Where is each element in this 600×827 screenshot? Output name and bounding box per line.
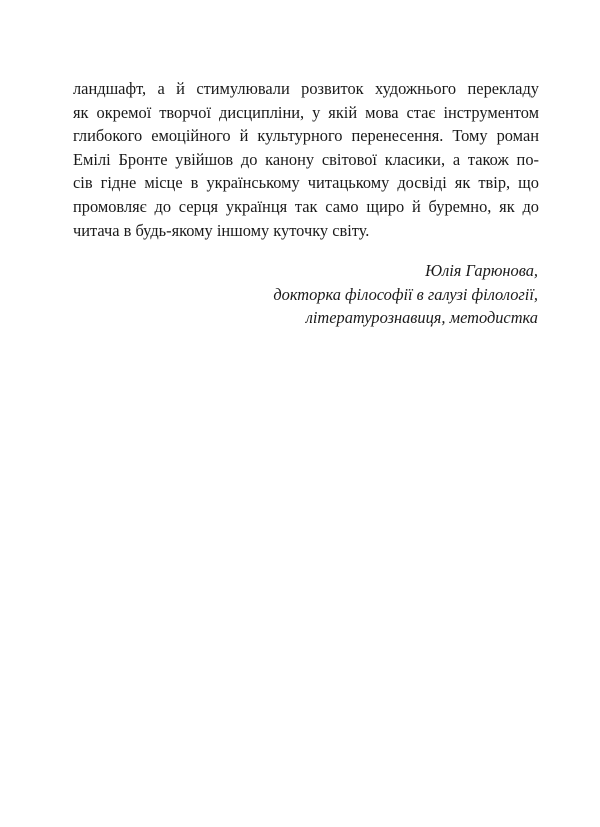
paragraph-line: Емілі Бронте увійшов до канону світової класики, а також по-: [73, 149, 539, 169]
body-paragraph: [73, 77, 539, 242]
author-name: Юлія Гарюнова,: [425, 261, 538, 280]
author-profession: літературознавиця, методистка: [305, 308, 538, 328]
paragraph-line: як окремої творчої дисципліни, у якій мова стає інструментом: [73, 102, 539, 122]
author-degree: докторка філософії в галузі філології,: [273, 284, 538, 304]
paragraph-line: ландшафт, а й стимулювали розвиток художнього перекладу: [73, 79, 539, 98]
paragraph-line: сів гідне місце в українському читацькому досвіді як твір, що: [73, 173, 539, 193]
paragraph-line: глибокого емоційного й культурного перенесення. Тому роман: [73, 126, 539, 146]
paragraph-line: промовляє до серця українця так само щиро й буремно, як до: [73, 196, 539, 216]
paragraph-line: читача в будь-якому іншому куточку світу.: [73, 220, 370, 240]
author-signature: [273, 259, 538, 330]
